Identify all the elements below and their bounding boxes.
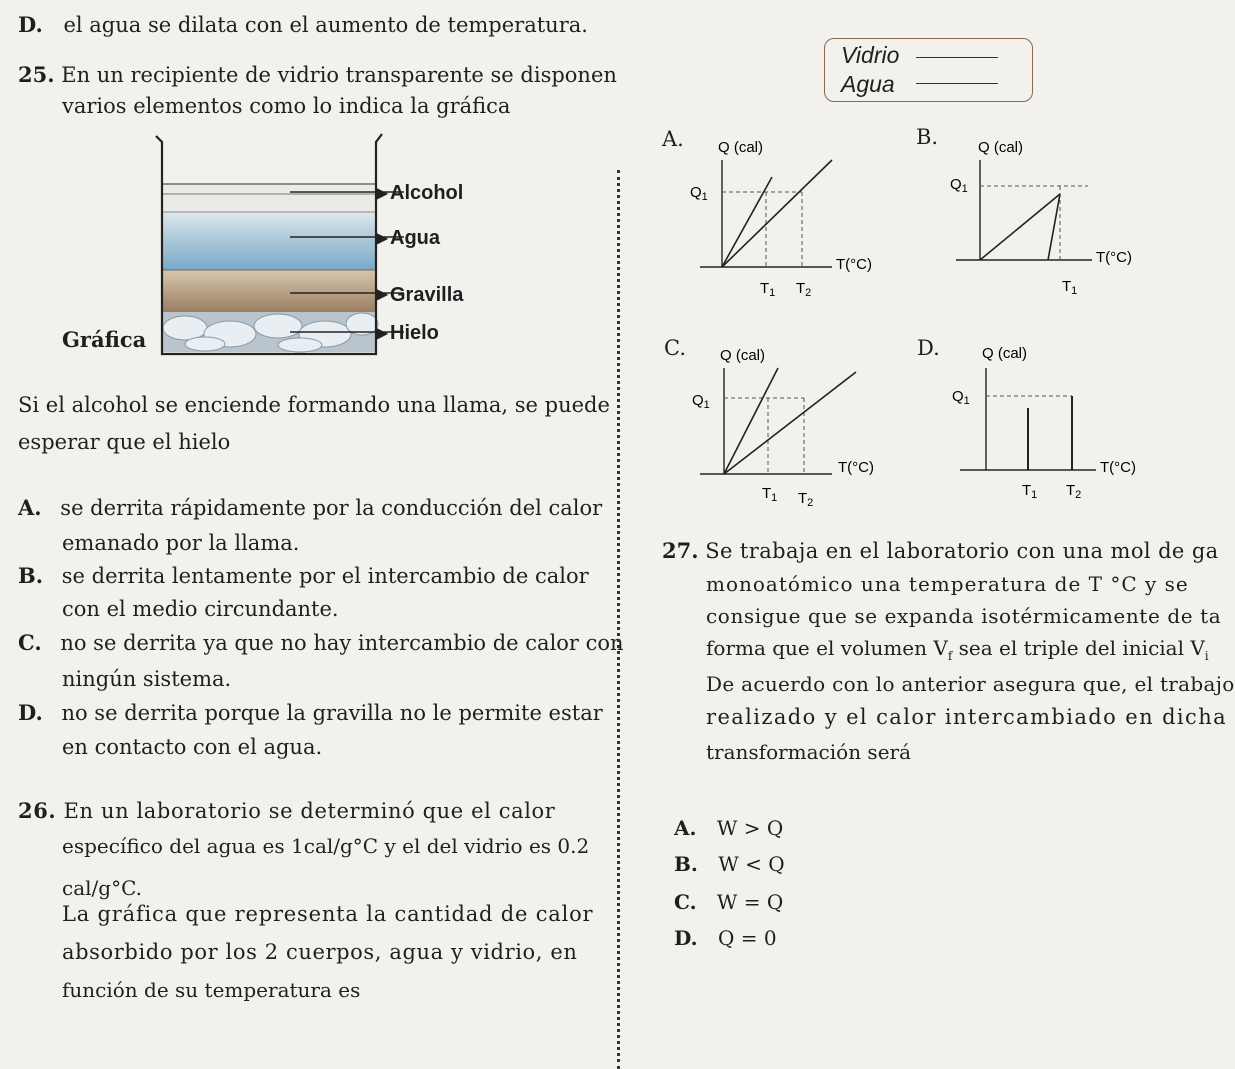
q25-stem-line1 [18,62,617,87]
q26-line1 [18,798,555,823]
graph-c-letter: C. [664,336,686,360]
layer-label-alcohol: Alcohol [390,182,464,204]
option-letter: C. [18,630,42,655]
graph-a [660,130,900,305]
graph-b [930,130,1150,305]
t1-tick: $T_1$ [760,280,776,299]
q27-option-b [674,852,785,876]
option-letter: D. [674,926,698,950]
q26-line6: función de su temperatura es [62,978,361,1002]
option-text: no se derrita ya que no hay intercambio de calor con [60,631,624,655]
x-axis-label: T(°C) [838,459,874,476]
question-text: Se trabaja en el laboratorio con una mol de ga [705,539,1219,563]
option-text: no se derrita porque la gravilla no le permite estar [61,701,603,725]
q26-line2: específico del agua es 1cal/g°C y el del vidrio es 0.2 [62,834,590,858]
option-text: se derrita rápidamente por la conducción del calor [60,496,603,520]
question-number: 26. [18,798,57,823]
container-figure [150,128,400,363]
graph-d [930,338,1150,513]
option-letter: A. [18,495,42,520]
glass-line [722,177,772,267]
q25-question-line1: Si el alcohol se enciende formando una llama, se puede [18,393,610,417]
t2-tick: $T_2$ [796,280,812,299]
layer-label-ice: Hielo [390,322,439,344]
q26-line5: absorbido por los 2 cuerpos, agua y vidrio, en [62,940,578,964]
x-axis-label: T(°C) [1096,249,1132,266]
option-text: W < Q [718,852,785,876]
y-axis-label: Q (cal) [982,345,1027,362]
subscript: i [1204,649,1209,663]
t1-tick: $T_1$ [1022,482,1038,501]
option-letter: C. [674,890,697,914]
option-letter: A. [674,816,697,840]
column-separator [617,170,620,1069]
q25-stem-line2: varios elementos como lo indica la gráfica [62,94,511,118]
water-line [980,194,1060,260]
q27-line3: consigue que se expanda isotérmicamente de ta [706,604,1222,628]
q27-line4 [706,636,1209,663]
q26-line3: cal/g°C. [62,876,143,900]
legend-glass-line [916,57,998,58]
q25-question-line2: esperar que el hielo [18,430,231,454]
question-text: En un laboratorio se determinó que el calor [63,799,556,823]
q25-option-d-cont: en contacto con el agua. [62,735,323,759]
q25-option-b [18,563,589,588]
y-axis-label: Q (cal) [978,139,1023,156]
q1-tick: $Q_1$ [690,184,708,203]
legend-glass-label: Vidrio [841,42,900,68]
option-text: W > Q [716,816,784,840]
arrow-head-icon: ▶ [376,183,389,202]
q1-tick: $Q_1$ [952,388,970,407]
t1-tick: $T_1$ [762,485,778,504]
arrow-head-icon: ▶ [376,284,389,303]
q27-line5: De acuerdo con lo anterior asegura que, el trabajo [706,672,1235,696]
q25-option-d [18,700,603,725]
option-letter: B. [674,852,698,876]
alcohol-layer [162,184,376,212]
legend-water-label: Agua [841,71,895,97]
option-text: Q = 0 [717,926,777,950]
option-letter: D. [18,12,43,37]
q24-option-d [18,12,588,37]
graph-a-letter: A. [662,127,684,151]
t2-tick: $T_2$ [1066,482,1082,501]
q27-line6: realizado y el calor intercambiado en dicha [706,705,1228,729]
layer-label-gravel: Gravilla [390,284,464,306]
q27-option-c [674,890,783,914]
glass-line [1048,194,1060,260]
q1-tick: $Q_1$ [950,176,968,195]
question-text: forma que el volumen V [706,636,948,660]
option-text: el agua se dilata con el aumento de temperatura. [63,13,588,37]
t2-tick: $T_2$ [798,490,814,509]
question-number: 27. [662,538,699,563]
water-line [722,160,832,267]
q25-option-c-cont: ningún sistema. [62,667,232,691]
q25-option-b-cont: con el medio circundante. [62,597,339,621]
q27-line7: transformación será [706,740,912,764]
q27-line2: monoatómico una temperatura de T °C y se [706,572,1189,596]
q25-option-a-cont: emanado por la llama. [62,531,300,555]
graph-c [660,338,900,513]
option-text: se derrita lentamente por el intercambio de calor [61,564,589,588]
subscript: f [947,649,953,663]
y-axis-label: Q (cal) [720,347,765,364]
water-line [724,368,778,474]
t1-tick: $T_1$ [1062,278,1078,297]
question-text: En un recipiente de vidrio transparente se disponen [61,63,617,87]
q27-option-a [674,816,783,840]
option-text: W = Q [716,890,784,914]
x-axis-label: T(°C) [1100,459,1136,476]
arrow-head-icon: ▶ [376,323,389,342]
x-axis-label: T(°C) [836,256,872,273]
q27-option-d [674,926,777,950]
question-text: sea el triple del inicial V [952,636,1205,660]
glass-line [724,372,856,474]
legend-water-line [916,83,998,84]
option-letter: D. [18,700,43,725]
arrow-head-icon: ▶ [376,228,389,247]
q25-option-c [18,630,624,655]
graph-b-letter: B. [916,125,939,149]
water-layer [162,212,376,270]
figure-label: Gráfica [62,327,147,352]
gravel-layer [162,270,376,312]
q27-line1 [662,538,1219,563]
question-number: 25. [18,62,55,87]
q26-line4: La gráfica que representa la cantidad de calor [62,902,594,926]
layer-label-water: Agua [390,227,440,249]
option-letter: B. [18,563,44,588]
graph-d-letter: D. [917,336,940,360]
y-axis-label: Q (cal) [718,139,763,156]
q1-tick: $Q_1$ [692,392,710,411]
q25-option-a [18,495,602,520]
